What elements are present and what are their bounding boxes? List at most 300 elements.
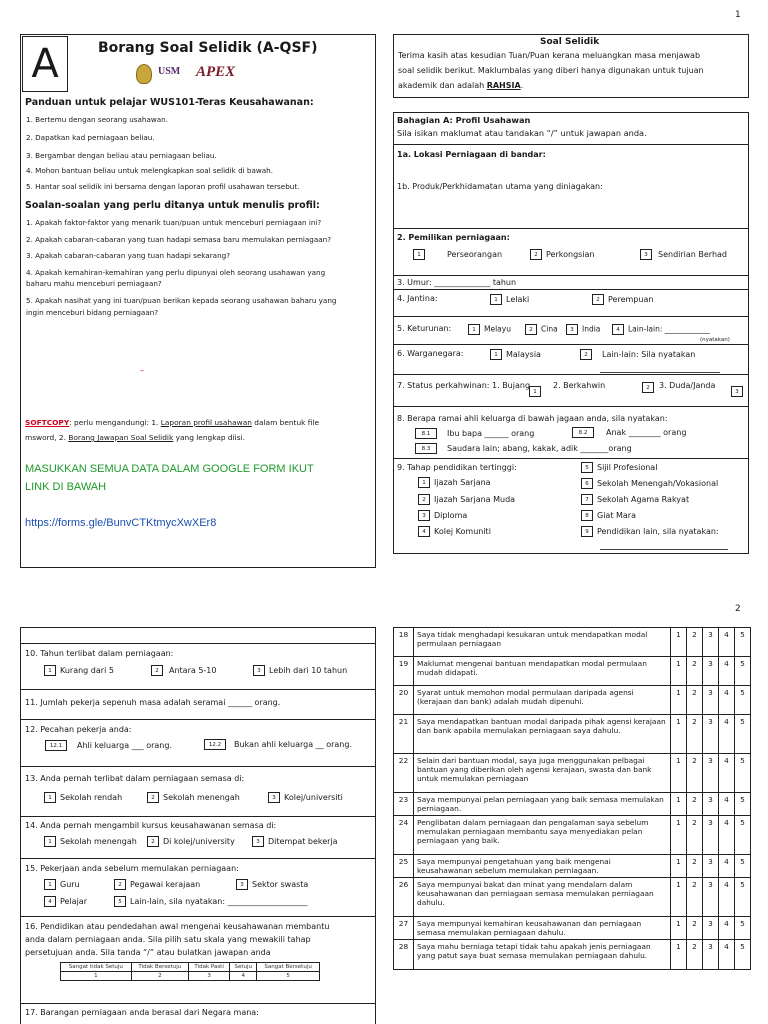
divider bbox=[20, 643, 376, 644]
likert-item-number: 19 bbox=[394, 657, 414, 686]
checkbox[interactable]: 1 bbox=[490, 349, 502, 360]
q5-label: 5. Keturunan: bbox=[397, 324, 452, 333]
q10-option[interactable] bbox=[253, 665, 347, 676]
likert-statement: Saya mempunyai bakat dan minat yang mendalam dalam keusahawanan dan perniagaan semasa memulakan perniagaan dahulu. bbox=[414, 878, 671, 917]
likert-scale-option[interactable]: 1 bbox=[671, 754, 687, 793]
scale-label: Tidak Pasti bbox=[188, 963, 229, 972]
survey-intro-line bbox=[398, 81, 523, 90]
likert-scale-option[interactable]: 2 bbox=[687, 793, 703, 816]
option-label: Ditempat bekerja bbox=[268, 837, 338, 846]
q1b-label: 1b. Produk/Perkhidamatan utama yang diniagakan: bbox=[397, 182, 603, 191]
survey-title: Soal Selidik bbox=[540, 37, 600, 47]
profile-question: 3. Apakah cabaran-cabaran yang tuan hadapi sekarang? bbox=[26, 251, 231, 260]
option-label: Sekolah rendah bbox=[60, 793, 123, 802]
q2-label: 2. Pemilikan perniagaan: bbox=[397, 233, 510, 242]
likert-item-number: 28 bbox=[394, 940, 414, 970]
likert-item-number: 20 bbox=[394, 686, 414, 715]
q11-label: 11. Jumlah pekerja sepenuh masa adalah seramai ______ orang. bbox=[25, 698, 281, 707]
divider bbox=[393, 344, 749, 345]
checkbox[interactable]: 12.2 bbox=[204, 739, 226, 750]
q8-option[interactable] bbox=[572, 427, 686, 438]
q4-label: 4. Jantina: bbox=[397, 294, 438, 303]
q9-label: 9. Tahap pendidikan tertinggi: bbox=[397, 463, 517, 472]
survey-intro-text: . bbox=[520, 81, 524, 90]
likert-row bbox=[394, 715, 751, 754]
likert-item-number: 26 bbox=[394, 878, 414, 917]
likert-statement: Selain dari bantuan modal, saya juga menggunakan pelbagai bantuan yang diberikan oleh agensi kerajaan, swasta dan bank untuk memulakan perniagaan bbox=[414, 754, 671, 793]
divider bbox=[393, 275, 749, 276]
likert-scale-option[interactable]: 3 bbox=[703, 628, 719, 657]
likert-scale-option[interactable]: 4 bbox=[719, 878, 735, 917]
likert-scale-option[interactable]: 3 bbox=[703, 657, 719, 686]
q9-option[interactable] bbox=[581, 462, 657, 473]
checkbox[interactable]: 1 bbox=[529, 386, 541, 397]
q5-option[interactable] bbox=[566, 324, 600, 335]
checkbox[interactable]: 8 bbox=[581, 510, 593, 521]
q2-option[interactable] bbox=[413, 249, 502, 260]
checkbox[interactable]: 2 bbox=[151, 665, 163, 676]
likert-scale-option[interactable]: 5 bbox=[735, 754, 751, 793]
q8-label: 8. Berapa ramai ahli keluarga di bawah jagaan anda, sila nyatakan: bbox=[397, 414, 668, 423]
page-number: 2 bbox=[735, 604, 741, 614]
q3-label: 3. Umur: ______________ tahun bbox=[397, 278, 517, 287]
scale-option[interactable]: 2 bbox=[131, 972, 188, 981]
option-label: Saudara lain; abang, kakak, adik _______orang bbox=[447, 444, 632, 453]
confidential-label: RAHSIA bbox=[486, 81, 521, 90]
likert-row bbox=[394, 878, 751, 917]
option-label: Kolej Komuniti bbox=[434, 527, 491, 536]
likert-statement: Saya tidak menghadapi kesukaran untuk mendapatkan modal permulaan perniagaan bbox=[414, 628, 671, 657]
checkbox[interactable]: 4 bbox=[44, 896, 56, 907]
option-label: Lelaki bbox=[506, 295, 530, 304]
google-form-link[interactable]: https://forms.gle/BunvCTKtmycXwXEr8 bbox=[25, 517, 217, 529]
checkbox[interactable]: 1 bbox=[468, 324, 480, 335]
q10-label: 10. Tahun terlibat dalam perniagaan: bbox=[25, 649, 174, 658]
q13-option[interactable] bbox=[147, 792, 240, 803]
option-label: Sekolah menengah bbox=[163, 793, 240, 802]
option-label: Sektor swasta bbox=[252, 880, 309, 889]
google-form-instruction-2: LINK DI BAWAH bbox=[25, 481, 107, 493]
option-label: Sekolah Menengah/Vokasional bbox=[597, 479, 719, 488]
likert-scale-option[interactable]: 4 bbox=[719, 754, 735, 793]
likert-scale-option[interactable]: 4 bbox=[719, 940, 735, 970]
divider bbox=[20, 719, 376, 720]
softcopy-text: dalam bentuk file bbox=[251, 418, 320, 427]
checkbox[interactable]: 3 bbox=[640, 249, 652, 260]
scale-option[interactable]: 5 bbox=[257, 972, 320, 981]
option-label: Perkongsian bbox=[546, 250, 595, 259]
likert-scale-option[interactable]: 1 bbox=[671, 878, 687, 917]
q13-option[interactable] bbox=[44, 792, 122, 803]
likert-item-number: 23 bbox=[394, 793, 414, 816]
divider bbox=[393, 228, 749, 229]
softcopy-text: yang lengkap diisi. bbox=[173, 433, 245, 442]
likert-scale-option[interactable]: 3 bbox=[703, 816, 719, 855]
likert-statement: Saya mempunyai kemahiran keusahawanan dan perniagaan semasa memulakan perniagaan dahulu. bbox=[414, 917, 671, 940]
q9-option[interactable] bbox=[418, 477, 491, 488]
checkbox[interactable]: 2 bbox=[114, 879, 126, 890]
option-label: Perempuan bbox=[608, 295, 654, 304]
q5-note: (nyatakan) bbox=[700, 337, 730, 343]
likert-statement: Penglibatan dalam perniagaan dan pengalaman saya sebelum memulakan perniagaan membantu saya menyediakan pelan perniagaan yang baik. bbox=[414, 816, 671, 855]
q13-label: 13. Anda pernah terlibat dalam perniagaan semasa di: bbox=[25, 774, 245, 783]
likert-scale-option[interactable]: 3 bbox=[703, 940, 719, 970]
likert-scale-option[interactable]: 2 bbox=[687, 715, 703, 754]
likert-item-number: 21 bbox=[394, 715, 414, 754]
q9-option[interactable] bbox=[418, 494, 515, 505]
likert-scale-option[interactable]: 4 bbox=[719, 657, 735, 686]
softcopy-line-1 bbox=[25, 418, 319, 427]
profile-question: ingin menceburi bidang perniagaan? bbox=[26, 308, 159, 317]
divider bbox=[393, 406, 749, 407]
softcopy-item-1: Laporan profil usahawan bbox=[160, 418, 252, 427]
checkbox[interactable]: 5 bbox=[114, 896, 126, 907]
questions-heading: Soalan-soalan yang perlu ditanya untuk menulis profil: bbox=[25, 200, 320, 211]
guide-heading: Panduan untuk pelajar WUS101-Teras Keusahawanan: bbox=[25, 97, 314, 108]
q2-option[interactable] bbox=[640, 249, 727, 260]
likert-row bbox=[394, 940, 751, 970]
q15-label: 15. Pekerjaan anda sebelum memulakan perniagaan: bbox=[25, 864, 239, 873]
likert-statement: Maklumat mengenai bantuan mendapatkan modal permulaan mudah didapati. bbox=[414, 657, 671, 686]
option-label: Cina bbox=[541, 324, 558, 334]
divider bbox=[20, 766, 376, 767]
likert-item-number: 25 bbox=[394, 855, 414, 878]
q4-option[interactable] bbox=[490, 294, 529, 305]
checkbox[interactable]: 9 bbox=[581, 526, 593, 537]
likert-row bbox=[394, 917, 751, 940]
checkbox[interactable]: 5 bbox=[581, 462, 593, 473]
survey-intro-line: Terima kasih atas kesudian Tuan/Puan kerana meluangkan masa menjawab bbox=[398, 51, 701, 60]
likert-scale-option[interactable]: 3 bbox=[703, 715, 719, 754]
divider bbox=[20, 858, 376, 859]
checkbox[interactable]: 1 bbox=[44, 665, 56, 676]
checkbox[interactable]: 2 bbox=[418, 494, 430, 505]
page-title: Borang Soal Selidik (A-QSF) bbox=[98, 40, 318, 56]
checkbox[interactable]: 1 bbox=[490, 294, 502, 305]
likert-scale-option[interactable]: 5 bbox=[735, 628, 751, 657]
q10-option[interactable] bbox=[44, 665, 114, 676]
checkbox[interactable]: 8.1 bbox=[415, 428, 437, 439]
q15-option[interactable] bbox=[44, 879, 80, 890]
likert-statement: Saya mendapatkan bantuan modal daripada pihak agensi kerajaan dan bank apabila memulakan perniagaan saya dahulu. bbox=[414, 715, 671, 754]
option-label: Di kolej/university bbox=[163, 837, 235, 846]
option-label: Pegawai kerajaan bbox=[130, 880, 201, 889]
checkbox[interactable]: 2 bbox=[147, 836, 159, 847]
divider bbox=[393, 374, 749, 375]
likert-statement: Saya mempunyai pelan perniagaan yang baik semasa memulakan perniagaan. bbox=[414, 793, 671, 816]
option-label: Guru bbox=[60, 880, 80, 889]
scale-label: Tidak Bersetuju bbox=[131, 963, 188, 972]
blank-line bbox=[600, 549, 728, 550]
softcopy-item-2: Borang Jawapan Soal Selidik bbox=[68, 433, 174, 442]
option-label: Kolej/universiti bbox=[284, 793, 343, 802]
q10-option[interactable] bbox=[151, 665, 216, 676]
profile-question: 1. Apakah faktor-faktor yang menarik tuan/puan untuk menceburi perniagaan ini? bbox=[26, 218, 322, 227]
usm-logo: USM bbox=[158, 66, 181, 77]
likert-scale-option[interactable]: 5 bbox=[735, 715, 751, 754]
q14-option[interactable] bbox=[252, 836, 338, 847]
likert-row bbox=[394, 686, 751, 715]
checkbox[interactable]: 3 bbox=[236, 879, 248, 890]
survey-intro-line: soal selidik berikut. Maklumbalas yang diberi hanya digunakan untuk tujuan bbox=[398, 66, 704, 75]
q16-text: 16. Pendidikan atau pendedahan awal mengenai keusahawanan membantu bbox=[25, 922, 330, 931]
section-a-instruction: Sila isikan maklumat atau tandakan “/” untuk jawapan anda. bbox=[397, 128, 647, 138]
guide-item: 1. Bertemu dengan seorang usahawan. bbox=[26, 115, 168, 124]
softcopy-text: : perlu mengandungi: 1. bbox=[69, 418, 161, 427]
likert-scale-option[interactable]: 5 bbox=[735, 855, 751, 878]
likert-item-number: 24 bbox=[394, 816, 414, 855]
scale-option[interactable]: 4 bbox=[230, 972, 257, 981]
checkbox[interactable]: 1 bbox=[44, 836, 56, 847]
q7-option-label: 3. Duda/Janda bbox=[659, 381, 716, 390]
option-label: Diploma bbox=[434, 511, 468, 520]
q16-text: anda dalam perniagaan anda. Sila pilih satu skala yang mewakili tahap bbox=[25, 935, 311, 944]
likert-scale-option[interactable]: 5 bbox=[735, 940, 751, 970]
likert-scale-option[interactable]: 5 bbox=[735, 686, 751, 715]
likert-row bbox=[394, 855, 751, 878]
agreement-scale-table bbox=[60, 962, 320, 981]
option-label: Lebih dari 10 tahun bbox=[269, 666, 348, 675]
q8-option[interactable] bbox=[415, 428, 534, 439]
option-label: Sekolah Agama Rakyat bbox=[597, 495, 690, 504]
q13-option[interactable] bbox=[268, 792, 343, 803]
likert-scale-option[interactable]: 1 bbox=[671, 917, 687, 940]
form-letter: A bbox=[22, 36, 68, 92]
q14-label: 14. Anda pernah mengambil kursus keusahawanan semasa di: bbox=[25, 821, 277, 830]
likert-item-number: 27 bbox=[394, 917, 414, 940]
divider bbox=[393, 458, 749, 459]
likert-scale-option[interactable]: 3 bbox=[703, 917, 719, 940]
likert-table bbox=[393, 627, 751, 970]
likert-scale-option[interactable]: 5 bbox=[735, 878, 751, 917]
likert-scale-option[interactable]: 1 bbox=[671, 793, 687, 816]
likert-scale-option[interactable]: 3 bbox=[703, 686, 719, 715]
divider bbox=[20, 916, 376, 917]
likert-scale-option[interactable]: 3 bbox=[703, 793, 719, 816]
likert-scale-option[interactable]: 1 bbox=[671, 715, 687, 754]
option-label: Pelajar bbox=[60, 897, 87, 906]
checkbox[interactable]: 1 bbox=[44, 879, 56, 890]
checkbox[interactable]: 2 bbox=[642, 382, 654, 393]
q15-option[interactable] bbox=[236, 879, 308, 890]
option-label: Pendidikan lain, sila nyatakan: bbox=[597, 527, 719, 536]
likert-scale-option[interactable]: 5 bbox=[735, 917, 751, 940]
page-number: 1 bbox=[735, 10, 741, 20]
q9-option[interactable] bbox=[581, 510, 636, 521]
q1a-label: 1a. Lokasi Perniagaan di bandar: bbox=[397, 150, 546, 159]
likert-scale-option[interactable]: 1 bbox=[671, 816, 687, 855]
q14-option[interactable] bbox=[147, 836, 235, 847]
q9-option[interactable] bbox=[581, 526, 719, 537]
q9-option[interactable] bbox=[418, 526, 491, 537]
q15-option[interactable] bbox=[114, 879, 200, 890]
option-label: Melayu bbox=[484, 324, 511, 334]
q5-option[interactable] bbox=[612, 324, 710, 335]
likert-scale-option[interactable]: 1 bbox=[671, 686, 687, 715]
q12-label: 12. Pecahan pekerja anda: bbox=[25, 725, 132, 734]
checkbox[interactable]: 4 bbox=[612, 324, 624, 335]
checkbox[interactable]: 2 bbox=[147, 792, 159, 803]
divider bbox=[393, 316, 749, 317]
option-label: Lain-lain: Sila nyatakan bbox=[602, 350, 696, 359]
q8-option[interactable] bbox=[415, 443, 632, 454]
likert-scale-option[interactable]: 2 bbox=[687, 917, 703, 940]
guide-item: 4. Mohon bantuan beliau untuk melengkapkan soal selidik di bawah. bbox=[26, 166, 273, 175]
likert-row bbox=[394, 816, 751, 855]
likert-scale-option[interactable]: 5 bbox=[735, 793, 751, 816]
likert-statement: Saya mahu berniaga tetapi tidak tahu apakah jenis perniagaan yang patut saya buat semasa memulakan perniagaan dahulu. bbox=[414, 940, 671, 970]
q5-option[interactable] bbox=[525, 324, 558, 335]
profile-question: 5. Apakah nasihat yang ini tuan/puan berikan kepada seorang usahawan baharu yang bbox=[26, 296, 337, 305]
q17-label: 17. Barangan perniagaan anda berasal dari Negara mana: bbox=[25, 1008, 259, 1017]
softcopy-text: msword, 2. bbox=[25, 433, 69, 442]
likert-scale-option[interactable]: 2 bbox=[687, 686, 703, 715]
likert-scale-option[interactable]: 4 bbox=[719, 715, 735, 754]
option-label: Antara 5-10 bbox=[169, 666, 217, 675]
likert-scale-option[interactable]: 2 bbox=[687, 855, 703, 878]
checkbox[interactable]: 6 bbox=[581, 478, 593, 489]
checkbox[interactable]: 3 bbox=[566, 324, 578, 335]
likert-scale-option[interactable]: 2 bbox=[687, 816, 703, 855]
likert-scale-option[interactable]: 4 bbox=[719, 686, 735, 715]
likert-scale-option[interactable]: 3 bbox=[703, 878, 719, 917]
likert-scale-option[interactable]: 2 bbox=[687, 628, 703, 657]
divider bbox=[20, 816, 376, 817]
likert-scale-option[interactable]: 5 bbox=[735, 657, 751, 686]
q12-option[interactable] bbox=[45, 740, 172, 751]
likert-scale-option[interactable]: 4 bbox=[719, 793, 735, 816]
q2-option[interactable] bbox=[530, 249, 595, 260]
checkbox[interactable]: 2 bbox=[580, 349, 592, 360]
option-label: Ahli keluarga ___ orang. bbox=[77, 741, 172, 750]
scale-label: Sangat Bersetuju bbox=[257, 963, 320, 972]
checkbox[interactable]: 3 bbox=[731, 386, 743, 397]
likert-scale-option[interactable]: 2 bbox=[687, 940, 703, 970]
softcopy-label: SOFTCOPY bbox=[25, 418, 70, 427]
checkbox[interactable]: 4 bbox=[418, 526, 430, 537]
likert-scale-option[interactable]: 2 bbox=[687, 754, 703, 793]
checkbox[interactable]: 8.3 bbox=[415, 443, 437, 454]
option-label: Bukan ahli keluarga __ orang. bbox=[234, 740, 352, 749]
q5-option[interactable] bbox=[468, 324, 511, 335]
checkbox[interactable]: 1 bbox=[418, 477, 430, 488]
q6-label: 6. Warganegara: bbox=[397, 349, 464, 358]
q16-text: persetujuan anda. Sila tanda “/” atau bulatkan jawapan anda bbox=[25, 948, 271, 957]
guide-item: 5. Hantar soal selidik ini bersama dengan laporan profil usahawan tersebut. bbox=[26, 182, 300, 191]
scale-label: Setuju bbox=[230, 963, 257, 972]
checkbox[interactable]: 7 bbox=[581, 494, 593, 505]
likert-scale-option[interactable]: 4 bbox=[719, 855, 735, 878]
scale-option[interactable]: 1 bbox=[61, 972, 132, 981]
guide-item: 3. Bergambar dengan beliau atau perniagaan beliau. bbox=[26, 151, 217, 160]
likert-scale-option[interactable]: 2 bbox=[687, 878, 703, 917]
option-label: Anak ________ orang bbox=[606, 428, 687, 437]
option-label: Kurang dari 5 bbox=[60, 666, 114, 675]
q9-option[interactable] bbox=[581, 478, 718, 489]
q6-option[interactable] bbox=[490, 349, 541, 360]
q14-option[interactable] bbox=[44, 836, 137, 847]
profile-question: 2. Apakah cabaran-cabaran yang tuan hadapi semasa baru memulakan perniagaan? bbox=[26, 235, 332, 244]
option-label: Ibu bapa ______ orang bbox=[447, 429, 535, 438]
option-label: Sekolah menengah bbox=[60, 837, 137, 846]
likert-scale-option[interactable]: 4 bbox=[719, 816, 735, 855]
option-label: Giat Mara bbox=[597, 511, 636, 520]
option-label: Perseorangan bbox=[447, 250, 503, 259]
likert-row bbox=[394, 754, 751, 793]
likert-scale-option[interactable]: 4 bbox=[719, 628, 735, 657]
q15-option[interactable] bbox=[44, 896, 87, 907]
likert-statement: Saya mempunyai pengetahuan yang baik mengenai keusahawanan sebelum memulakan perniagaan. bbox=[414, 855, 671, 878]
option-label: Lain-lain: ____________ bbox=[628, 324, 710, 334]
option-label: Ijazah Sarjana Muda bbox=[434, 495, 516, 504]
divider bbox=[20, 689, 376, 690]
likert-scale-option[interactable]: 4 bbox=[719, 917, 735, 940]
likert-row bbox=[394, 793, 751, 816]
likert-scale-option[interactable]: 1 bbox=[671, 628, 687, 657]
likert-item-number: 22 bbox=[394, 754, 414, 793]
google-form-instruction-1: MASUKKAN SEMUA DATA DALAM GOOGLE FORM IKUT bbox=[25, 463, 314, 475]
q9-option[interactable] bbox=[581, 494, 689, 505]
q12-option[interactable] bbox=[204, 739, 352, 750]
checkbox[interactable]: 3 bbox=[253, 665, 265, 676]
survey-intro-text: akademik dan adalah bbox=[398, 81, 487, 90]
checkbox[interactable]: 8.2 bbox=[572, 427, 594, 438]
q4-option[interactable] bbox=[592, 294, 653, 305]
guide-item: 2. Dapatkan kad perniagaan beliau. bbox=[26, 133, 155, 142]
scale-option[interactable]: 3 bbox=[188, 972, 229, 981]
dash-mark: – bbox=[140, 366, 144, 375]
checkbox[interactable]: 1 bbox=[44, 792, 56, 803]
option-label: Sijil Profesional bbox=[597, 463, 658, 472]
option-label: Lain-lain, sila nyatakan: ____________________ bbox=[130, 897, 308, 906]
divider bbox=[393, 144, 749, 145]
scale-label: Sangat tidak Setuju bbox=[61, 963, 132, 972]
checkbox[interactable]: 2 bbox=[592, 294, 604, 305]
checkbox[interactable]: 3 bbox=[252, 836, 264, 847]
likert-scale-option[interactable]: 1 bbox=[671, 855, 687, 878]
likert-statement: Syarat untuk memohon modal permulaan daripada agensi (kerajaan dan bank) adalah mudah dipenuhi. bbox=[414, 686, 671, 715]
likert-scale-option[interactable]: 1 bbox=[671, 940, 687, 970]
profile-question: baharu mahu menceburi perniagaan? bbox=[26, 279, 162, 288]
softcopy-line-2 bbox=[25, 433, 245, 442]
option-label: India bbox=[582, 324, 601, 334]
checkbox[interactable]: 2 bbox=[530, 249, 542, 260]
checkbox[interactable]: 3 bbox=[268, 792, 280, 803]
checkbox[interactable]: 2 bbox=[525, 324, 537, 335]
q9-option[interactable] bbox=[418, 510, 467, 521]
option-label: Ijazah Sarjana bbox=[434, 478, 491, 487]
q7-option-label: 2. Berkahwin bbox=[553, 381, 606, 390]
university-crest-icon bbox=[136, 64, 152, 84]
likert-scale-option[interactable]: 3 bbox=[703, 754, 719, 793]
q7-label: 7. Status perkahwinan: 1. Bujang bbox=[397, 381, 531, 390]
divider bbox=[20, 1003, 376, 1004]
section-a-title: Bahagian A: Profil Usahawan bbox=[397, 115, 531, 125]
likert-scale-option[interactable]: 5 bbox=[735, 816, 751, 855]
divider bbox=[393, 289, 749, 290]
checkbox[interactable]: 3 bbox=[418, 510, 430, 521]
q6-option[interactable] bbox=[580, 349, 695, 360]
likert-scale-option[interactable]: 1 bbox=[671, 657, 687, 686]
checkbox[interactable]: 1 bbox=[413, 249, 425, 260]
apex-logo: APEX bbox=[196, 64, 236, 80]
likert-scale-option[interactable]: 2 bbox=[687, 657, 703, 686]
option-label: Sendirian Berhad bbox=[658, 250, 728, 259]
checkbox[interactable]: 12.1 bbox=[45, 740, 67, 751]
q15-option[interactable] bbox=[114, 896, 308, 907]
likert-scale-option[interactable]: 3 bbox=[703, 855, 719, 878]
likert-row bbox=[394, 657, 751, 686]
